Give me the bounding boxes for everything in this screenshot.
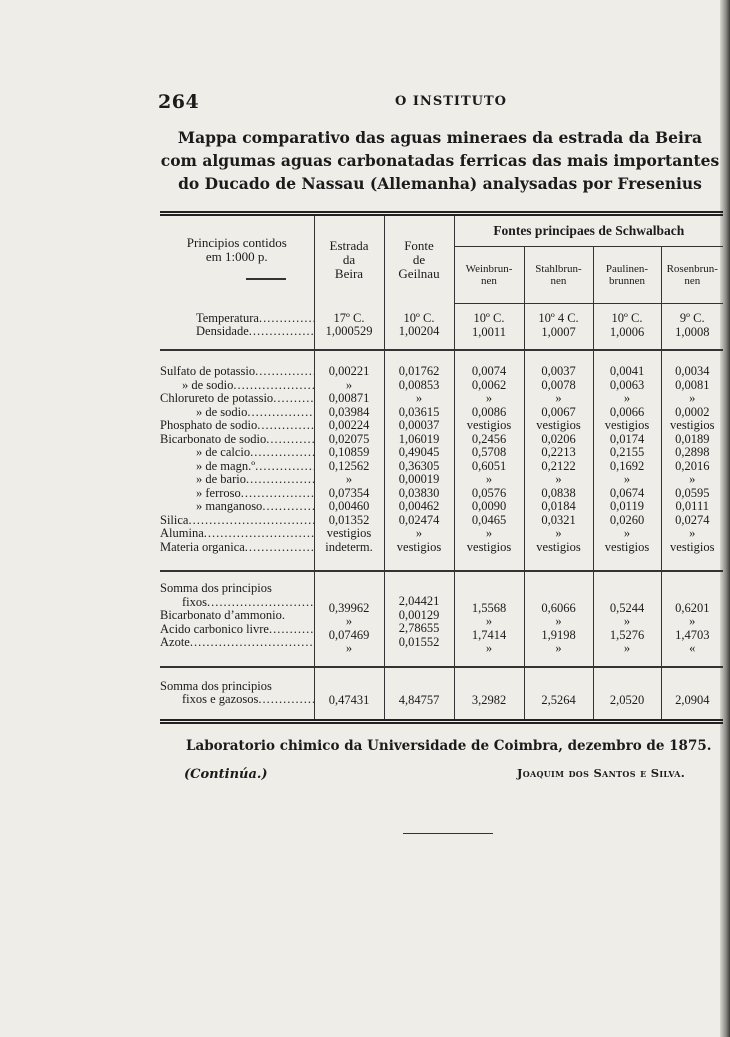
table-row-total	[160, 667, 723, 722]
row-label: Sulfato de potassio	[160, 364, 256, 378]
cell: 10º 4 C. 1,0007	[524, 304, 593, 351]
cell: 0,0034 0,0081 » 0,0002 vestigios 0,0189 0,2898 0,2016 » 0,0595 0,0111 0,0274 » vestigios	[661, 350, 723, 571]
row-label: » de calcio	[196, 445, 251, 459]
row-label: » de sodio	[196, 404, 248, 419]
row-label: Materia organica	[160, 539, 245, 554]
header-dash	[246, 278, 286, 280]
row-label: Temperatura	[196, 310, 259, 325]
table-row-properties	[160, 304, 723, 351]
cell: 3,2982	[454, 667, 524, 722]
table-title	[160, 126, 720, 195]
row-label: » manganoso	[196, 499, 263, 513]
row-label: Azote	[160, 635, 190, 649]
row-label: Acido carbonico livre	[160, 621, 269, 636]
cell: 2,0904	[661, 667, 723, 722]
row-label: fixos	[182, 594, 207, 609]
header-rosenbrunnen: Rosenbrun- nen	[661, 247, 723, 304]
laboratory-signature: Laboratorio chimico da Universidade de Coimbra, dezembro de 1875.	[186, 738, 712, 754]
cell: 2,04421 0,00129 2,78655 0,01552	[384, 571, 454, 667]
cell: 9º C. 1,0008	[661, 304, 723, 351]
row-label: Densidade	[196, 324, 249, 338]
table-row-substances	[160, 350, 723, 571]
continua-note: (Continúa.)	[184, 767, 268, 782]
row-label: » de sodio	[182, 377, 234, 392]
row-labels	[160, 571, 314, 667]
row-labels	[160, 350, 314, 571]
cell: 17º C. 1,000529	[314, 304, 384, 351]
header-stahlbrunnen: Stahlbrun- nen	[524, 247, 593, 304]
title-line: com algumas aguas carbonatadas ferricas das mais importantes	[160, 151, 720, 170]
row-label: Alumina	[160, 526, 204, 540]
row-label: Bicarbonato d’ammonio.	[160, 609, 285, 622]
header-schwalbach-group: Fontes principaes de Schwalbach	[454, 214, 723, 247]
cell: 0,00221 » 0,00871 0,03984 0,00224 0,02075 0,10859 0,12562 » 0,07354 0,00460 0,01352 vestigios indeterm.	[314, 350, 384, 571]
cell: 10º C. 1,00204	[384, 304, 454, 351]
header-fonte-de-geilnau: Fonte de Geilnau	[384, 214, 454, 304]
row-label: » de magn.º	[196, 458, 256, 473]
cell: 0,6201 » 1,4703 «	[661, 571, 723, 667]
row-label: » de bario	[196, 472, 246, 486]
cell: 2,5264	[524, 667, 593, 722]
cell: 10º C. 1,0011	[454, 304, 524, 351]
row-label: Somma dos principios	[160, 679, 272, 693]
cell: 0,5244 » 1,5276 »	[593, 571, 661, 667]
title-line: do Ducado de Nassau (Allemanha) analysadas por Fresenius	[178, 174, 702, 193]
mineral-water-table	[160, 211, 723, 724]
title-line: Mappa comparativo das aguas mineraes da estrada da Beira	[177, 128, 703, 147]
header-estrada-da-beira: Estrada da Beira	[314, 214, 384, 304]
row-label: fixos e gazosos	[182, 692, 259, 706]
row-label: Chlorureto de potassio	[160, 391, 274, 405]
row-label: Phosphato de sodio	[160, 418, 258, 432]
page-number: 264	[158, 91, 200, 113]
header-paulinenbrunnen: Paulinen- brunnen	[593, 247, 661, 304]
cell: 0,39962 » 0,07469 »	[314, 571, 384, 667]
author-name: Joaquim dos Santos e Silva.	[517, 766, 686, 780]
row-label: Bicarbonato de sodio	[160, 431, 267, 446]
header-weinbrunnen: Weinbrun- nen	[454, 247, 524, 304]
cell: 0,0074 0,0062 » 0,0086 vestigios 0,2456 0,5708 0,6051 » 0,0576 0,0090 0,0465 » vestigios	[454, 350, 524, 571]
cell: 0,0037 0,0078 » 0,0067 vestigios 0,0206 0,2213 0,2122 » 0,0838 0,0184 0,0321 » vestigios	[524, 350, 593, 571]
running-head: O INSTITUTO	[395, 94, 507, 109]
cell: 0,0041 0,0063 » 0,0066 vestigios 0,0174 0,2155 0,1692 » 0,0674 0,0119 0,0260 » vestigios	[593, 350, 661, 571]
cell: 0,47431	[314, 667, 384, 722]
cell: 2,0520	[593, 667, 661, 722]
cell: 4,84757	[384, 667, 454, 722]
row-labels	[160, 304, 314, 351]
row-label: Silica	[160, 512, 189, 527]
row-label: » ferroso	[196, 485, 241, 500]
cell: 10º C. 1,0006	[593, 304, 661, 351]
header-principios: Principios contidos em 1:000 p.	[160, 214, 314, 304]
cell: 1,5568 » 1,7414 »	[454, 571, 524, 667]
table-row-gases	[160, 571, 723, 667]
cell: 0,6066 » 1,9198 »	[524, 571, 593, 667]
section-rule	[403, 833, 493, 834]
row-label: Somma dos principios	[160, 582, 272, 595]
row-labels	[160, 667, 314, 722]
cell: 0,01762 0,00853 » 0,03615 0,00037 1,06019 0,49045 0,36305 0,00019 0,03830 0,00462 0,02474 » vestigios	[384, 350, 454, 571]
